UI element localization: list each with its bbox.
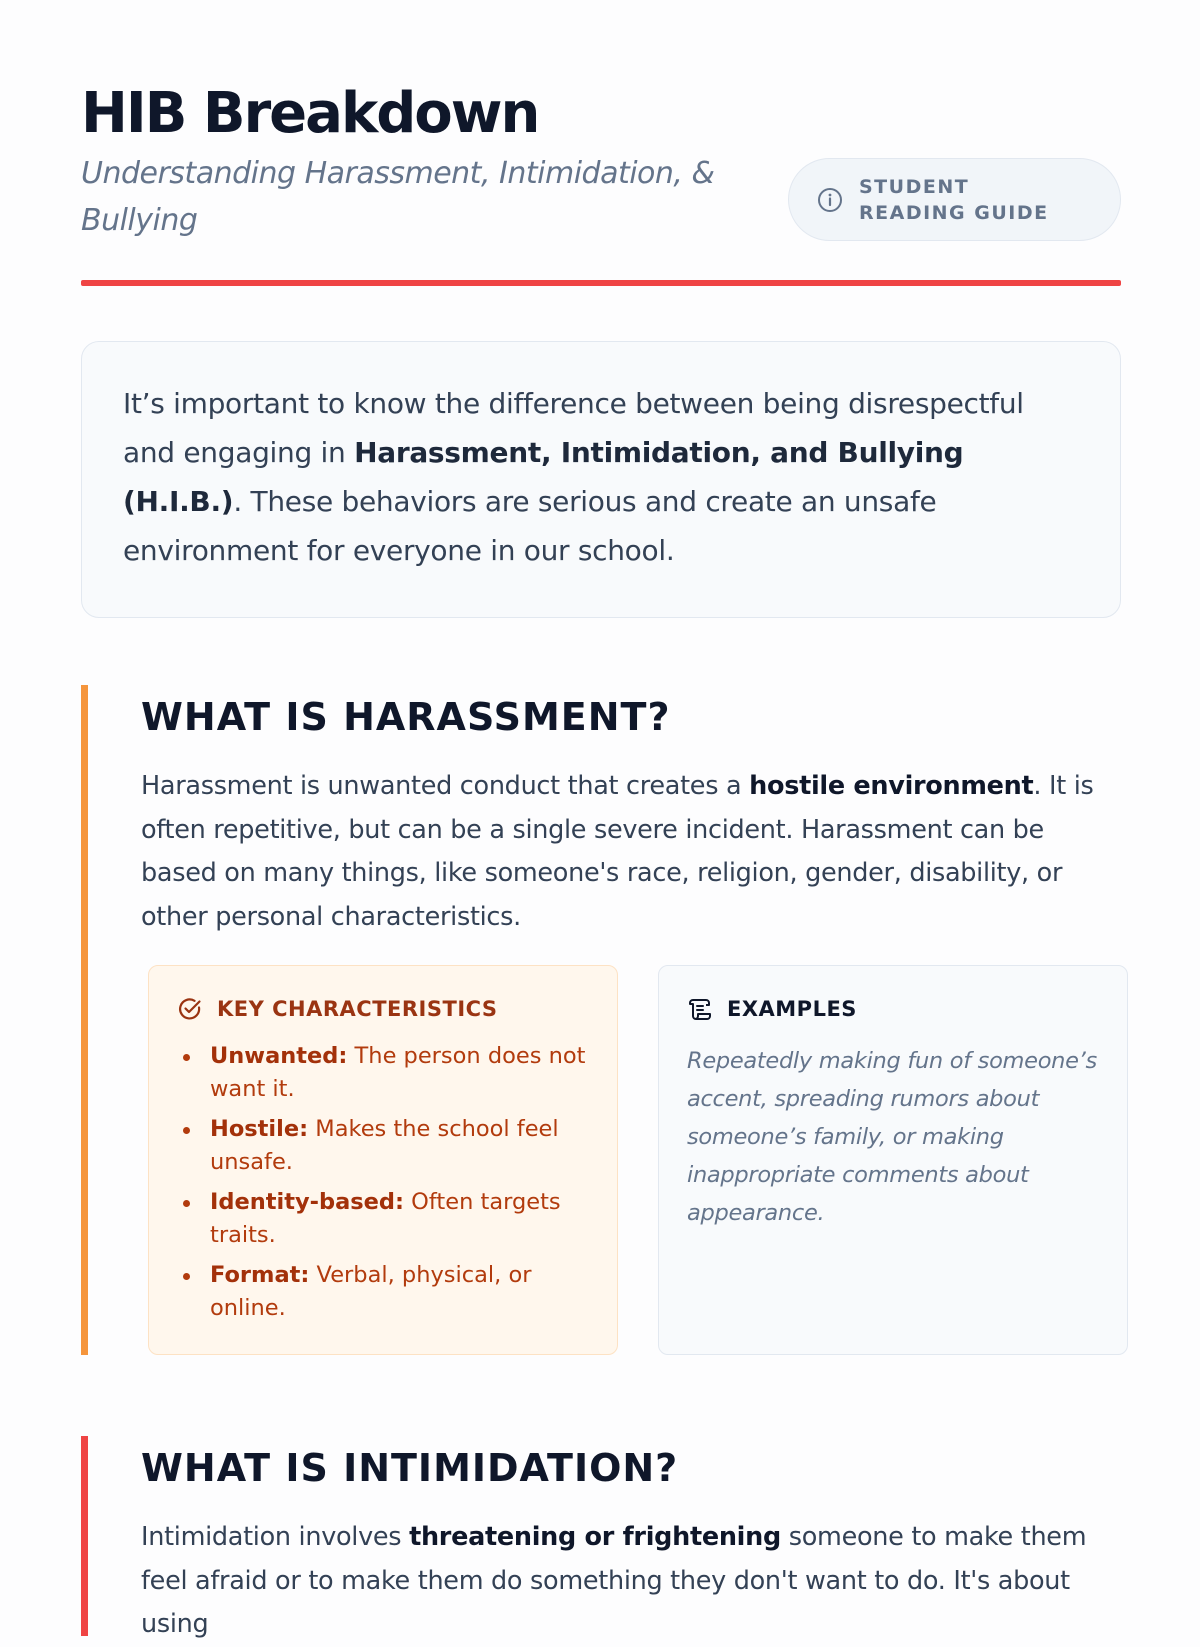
key-characteristics-header (177, 994, 589, 1024)
list-item: Format: Verbal, physical, or online. (177, 1259, 587, 1325)
intimidation-section (81, 1436, 1121, 1639)
key-characteristics-title: KEY CHARACTERISTICS (217, 997, 498, 1021)
key-characteristics-list (177, 1040, 589, 1325)
check-circle-icon (177, 996, 203, 1022)
harassment-cards (148, 965, 1128, 1355)
intimidation-definition: Intimidation involves threatening or frightening someone to make them feel afraid or to make them do something they don't want to do. It's about using (141, 1522, 1087, 1639)
list-item: Unwanted: The person does not want it. (177, 1040, 587, 1106)
harassment-heading: WHAT IS HARASSMENT? (141, 695, 671, 739)
harassment-definition: Harassment is unwanted conduct that creates a hostile environment. It is often repetitive, but can be a single severe incident. Harassment can be based on many things, like someone's race, religion, gender, disability, or other personal characteristics. (141, 771, 1094, 932)
examples-text: Repeatedly making fun of someone’s accent, spreading rumors about someone’s family, or making inappropriate comments about appearance. (687, 1048, 1097, 1226)
header-divider (81, 280, 1121, 286)
page-header (81, 81, 1121, 294)
badge-label: STUDENT READING GUIDE (859, 175, 1049, 224)
list-item: Identity-based: Often targets traits. (177, 1186, 587, 1252)
harassment-section (81, 685, 1121, 1355)
info-icon (817, 187, 843, 213)
scroll-icon (687, 996, 713, 1022)
list-item: Hostile: Makes the school feel unsafe. (177, 1113, 587, 1179)
page-title: HIB Breakdown (81, 81, 539, 146)
intro-box (81, 341, 1121, 618)
examples-card (658, 965, 1128, 1355)
intimidation-heading: WHAT IS INTIMIDATION? (141, 1446, 679, 1490)
reading-guide-badge (788, 158, 1121, 241)
page-subtitle: Understanding Harassment, Intimidation, & Bullying (81, 156, 715, 238)
examples-header (687, 994, 1099, 1024)
intro-text: It’s important to know the difference between being disrespectful and engaging in Harassment, Intimidation, and Bullying (H.I.B.). These behaviors are serious and create an unsafe environment for everyone in our school. (123, 387, 1024, 567)
examples-title: EXAMPLES (727, 997, 857, 1021)
key-characteristics-card (148, 965, 618, 1355)
